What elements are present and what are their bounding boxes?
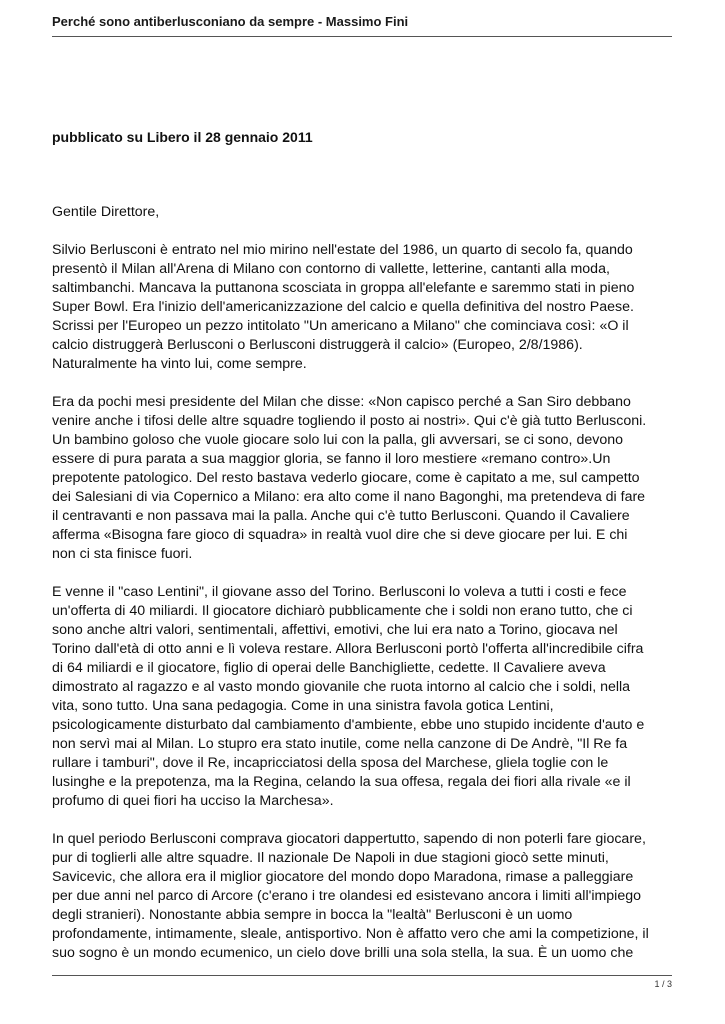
paragraph	[52, 241, 672, 374]
paragraph-line: In quel periodo Berlusconi comprava giocatori dappertutto, sapendo di non poterli fare giocare,	[52, 831, 646, 847]
paragraph-line: un'offerta di 40 miliardi. Il giocatore dichiarò pubblicamente che i soldi non erano tutto, che ci	[52, 603, 633, 619]
paragraph-line: degli stranieri). Nonostante abbia sempre in bocca la "lealtà" Berlusconi è un uomo	[52, 907, 573, 923]
paragraph-line: Silvio Berlusconi è entrato nel mio mirino nell'estate del 1986, un quarto di secolo fa, quando	[52, 242, 633, 258]
paragraph-line: rullare i tamburi", dove il Re, incapricciatosi della sposa del Marchese, gliela toglie con le	[52, 755, 609, 771]
paragraph-line: profondamente, intimamente, sleale, antisportivo. Non è affatto vero che ami la competizione, il	[52, 926, 649, 942]
paragraph-line: per due anni nel parco di Arcore (c'erano i tre olandesi ed esistevano ancora i limiti all'impiego	[52, 888, 642, 904]
paragraph-line: Un bambino goloso che vuole giocare solo lui con la palla, gli avversari, se ci sono, devono	[52, 432, 623, 448]
paragraph-line: Savicevic, che allora era il miglior giocatore del mondo dopo Maradona, rimase a palleggiare	[52, 869, 634, 885]
paragraph-line: essere di pura parata a sua maggior gloria, se fanno il loro mestiere «remano contro».Un	[52, 451, 611, 467]
paragraph-line: non servì mai al Milan. Lo stupro era stato inutile, come nella canzone di De Andrè, "Il Re fa	[52, 736, 628, 752]
paragraph-line: profumo di quei fiori ha ucciso la Marchesa».	[52, 793, 334, 809]
paragraph-line: dei Salesiani di via Copernico a Milano: era alto come il nano Bagonghi, ma pretendeva di fare	[52, 489, 646, 505]
article-body	[52, 203, 672, 982]
paragraph-line: non ci sta finisce fuori.	[52, 546, 193, 562]
article-paragraphs	[52, 241, 672, 963]
paragraph-line: Torino dall'età di otto anni e lì voleva restare. Allora Berlusconi portò l'offerta all'incredibile cifra	[52, 641, 644, 657]
paragraph-line: suo sogno è un mondo ecumenico, un cielo dove brilli una sola stella, la sua. È un uomo che	[52, 945, 634, 961]
page-number: 1 / 3	[654, 979, 672, 989]
paragraph-line: afferma «Bisogna fare gioco di squadra» in realtà vuol dire che si deve giocare per lui. E chi	[52, 527, 628, 543]
paragraph-line: Naturalmente ha vinto lui, come sempre.	[52, 356, 307, 372]
paragraph-line: vita, sono tutto. Una sana pedagogia. Come in una sinistra favola gotica Lentini,	[52, 698, 554, 714]
paragraph-line: Era da pochi mesi presidente del Milan che disse: «Non capisco perché a San Siro debbano	[52, 394, 631, 410]
paragraph-line: pur di toglierli alle altre squadre. Il nazionale De Napoli in due stagioni giocò sette minuti,	[52, 850, 609, 866]
paragraph-line: dimostrato al ragazzo e al vasto mondo giovanile che ruota intorno al calcio che i soldi, nella	[52, 679, 631, 695]
paragraph	[52, 830, 672, 963]
paragraph-line: calcio distruggerà Berlusconi o Berlusconi distruggerà il calcio» (Europeo, 2/8/1986).	[52, 337, 583, 353]
paragraph	[52, 393, 672, 564]
document-header-title: Perché sono antiberlusconiano da sempre - Massimo Fini	[52, 14, 409, 29]
paragraph-line: venire anche i tifosi delle altre squadre togliendo il posto ai nostri». Qui c'è già tutto Berlusconi.	[52, 413, 647, 429]
paragraph	[52, 583, 672, 811]
header-divider	[52, 36, 672, 37]
paragraph-line: di 64 miliardi e il giocatore, figlio di operai delle Banchigliette, cedette. Il Cavaliere aveva	[52, 660, 606, 676]
paragraph-line: prepotente patologico. Del resto bastava vederlo giocare, come è capitato a me, sul campetto	[52, 470, 640, 486]
footer-divider	[52, 975, 672, 976]
publication-note: pubblicato su Libero il 28 gennaio 2011	[52, 129, 313, 145]
paragraph-line: lusinghe e la prepotenza, ma la Regina, celando la sua offesa, regala dei fiori alla rivale «e il	[52, 774, 631, 790]
paragraph-line: il centravanti e non passava mai la palla. Anche qui c'è tutto Berlusconi. Quando il Cavaliere	[52, 508, 630, 524]
paragraph-line: E venne il "caso Lentini", il giovane asso del Torino. Berlusconi lo voleva a tutti i costi e fece	[52, 584, 627, 600]
paragraph-line: psicologicamente disturbato dal cambiamento d'ambiente, ebbe uno stupido incidente d'auto e	[52, 717, 645, 733]
paragraph-line: presentò il Milan all'Arena di Milano con contorno di vallette, letterine, cantanti alla moda,	[52, 261, 610, 277]
salutation: Gentile Direttore,	[52, 204, 160, 220]
paragraph-line: Scrissi per l'Europeo un pezzo intitolato "Un americano a Milano" che cominciava così: «O il	[52, 318, 629, 334]
paragraph-line: sono anche altri valori, sentimentali, affettivi, emotivi, che lui era nato a Torino, giocava nel	[52, 622, 618, 638]
paragraph-line: Super Bowl. Era l'inizio dell'americanizzazione del calcio e quella definitiva del nostro Paese.	[52, 299, 634, 315]
paragraph-line: saltimbanchi. Mancava la puttanona scosciata in groppa all'elefante e saremmo stati in pieno	[52, 280, 635, 296]
